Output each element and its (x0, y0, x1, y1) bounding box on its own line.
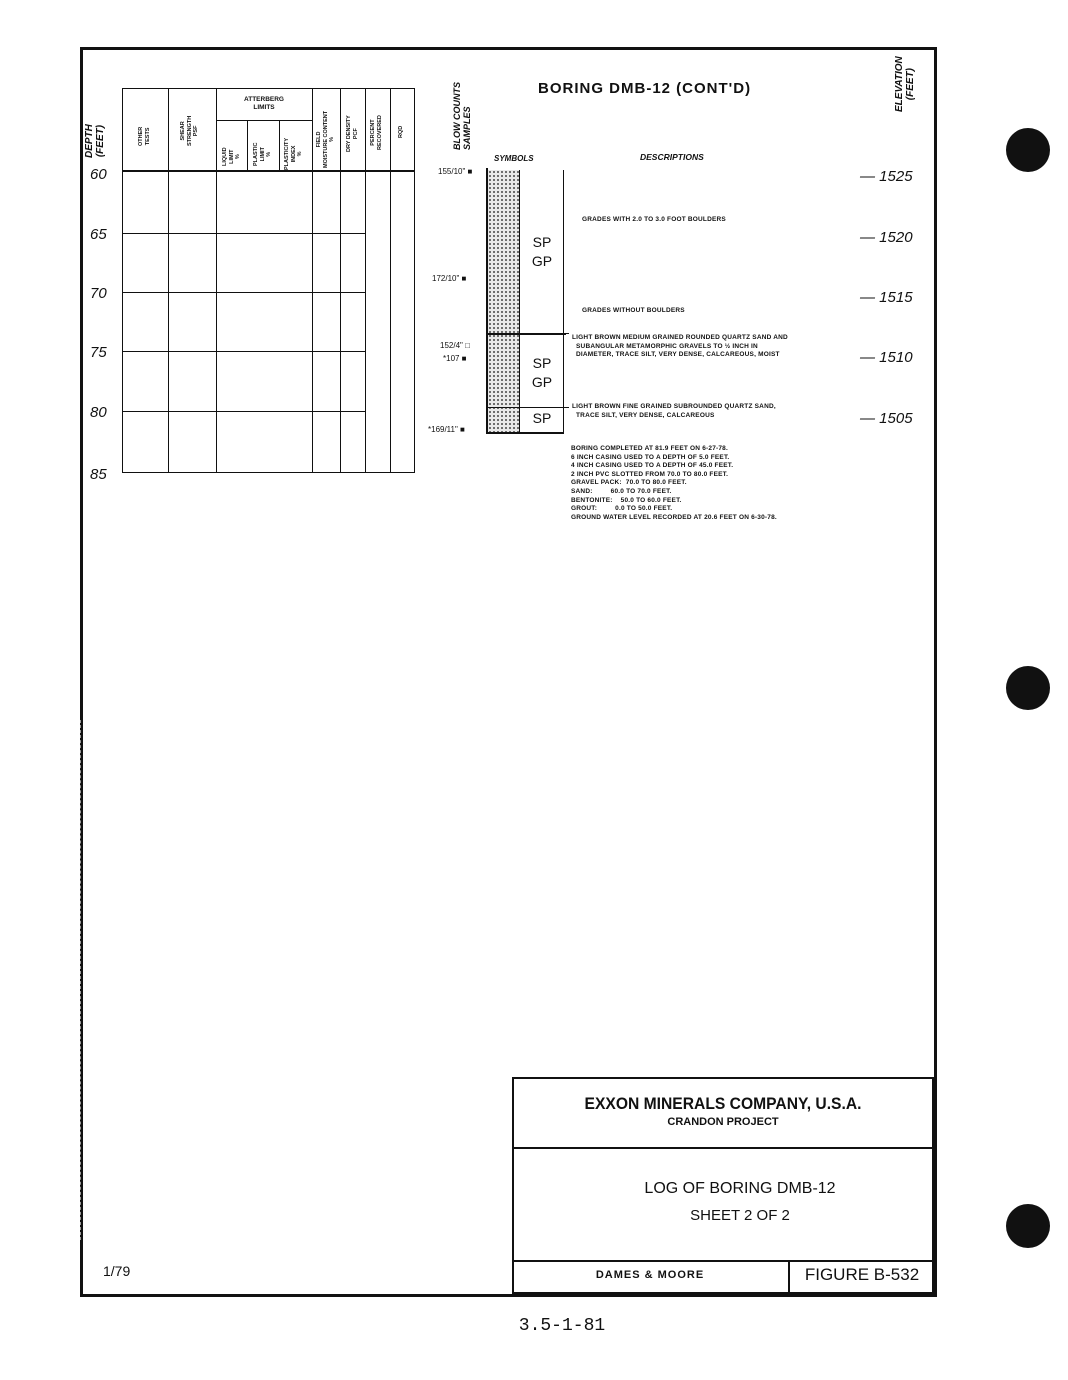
symbols-header: SYMBOLS (494, 154, 534, 163)
depth-value: 60 (90, 166, 107, 183)
col-rqd: RQD (398, 125, 404, 138)
description-text: GRADES WITHOUT BOULDERS (582, 307, 685, 314)
grid-col-line (365, 88, 366, 473)
desc-tick (563, 333, 569, 334)
elevation-value: — 1520 (860, 229, 913, 246)
left-edge-marks (80, 720, 82, 1240)
binder-hole-bottom (1006, 1204, 1050, 1248)
log-title: LOG OF BORING DMB-12 (644, 1180, 836, 1197)
firm-name: DAMES & MOORE (595, 1269, 705, 1281)
figure-number: FIGURE B-532 (804, 1265, 920, 1284)
col-plastic-limit: PLASTIC LIMIT % (253, 142, 272, 166)
col-dry-density: DRY DENSITY PCF (346, 115, 359, 152)
col-atterberg: ATTERBERG LIMITS (244, 96, 284, 111)
elevation-label: ELEVATION (FEET) (894, 56, 916, 112)
well-pattern (488, 170, 519, 432)
blow-counts-label: BLOW COUNTS SAMPLES (452, 82, 472, 150)
description-text: LIGHT BROWN MEDIUM GRAINED ROUNDED QUARTZ SAND AND SUBANGULAR METAMORPHIC GRAVELS TO ½ INCH IN DIAMETER, TRACE SILT, VERY DENSE, CALCAREOUS, MOIST (572, 334, 788, 358)
blow-count: 155/10" ■ (438, 167, 473, 176)
company-name: EXXON MINERALS COMPANY, U.S.A. (584, 1094, 862, 1113)
binder-hole-top (1006, 128, 1050, 172)
grid-row-line (122, 351, 366, 352)
desc-tick (563, 407, 569, 408)
depth-label: DEPTH (FEET) (84, 124, 106, 158)
grid-row-line (122, 411, 366, 412)
description-text: LIGHT BROWN FINE GRAINED SUBROUNDED QUARTZ SAND, TRACE SILT, VERY DENSE, CALCAREOUS (572, 403, 776, 419)
grid-col-line (390, 88, 391, 473)
grid-header-line (122, 170, 415, 172)
col-plasticity-index: PLASTICITY INDEX % (284, 137, 303, 170)
col-other-tests: OTHER TESTS (138, 126, 151, 146)
log-bottom-line (486, 432, 564, 434)
soil-symbol: SP (532, 410, 552, 426)
elevation-value: — 1510 (860, 349, 913, 366)
depth-value: 85 (90, 466, 107, 483)
col-field-moisture: FIELD MOISTURE CONTENT % (316, 110, 335, 168)
revision-date: 1/79 (103, 1263, 131, 1279)
grid-col-line (312, 88, 313, 473)
descriptions-header: DESCRIPTIONS (640, 152, 704, 162)
blow-count: *107 ■ (443, 354, 467, 363)
soil-symbol: SP GP (531, 355, 553, 390)
log-left-line (486, 168, 488, 434)
atterberg-subline (216, 120, 312, 121)
elevation-value: — 1505 (860, 410, 913, 427)
depth-value: 65 (90, 226, 107, 243)
grid-col-line (279, 120, 280, 172)
grid-col-line (247, 120, 248, 172)
layer-boundary (486, 407, 564, 408)
soil-symbol: SP GP (531, 234, 553, 269)
depth-value: 75 (90, 344, 107, 361)
title-block-divider (512, 1260, 934, 1262)
depth-value: 80 (90, 404, 107, 421)
sheet-number: SHEET 2 OF 2 (690, 1207, 790, 1224)
page-number: 3.5-1-81 (518, 1316, 606, 1336)
grid-row-line (122, 233, 366, 234)
grid-row-line (122, 292, 366, 293)
elevation-value: — 1515 (860, 289, 913, 306)
col-liquid-limit: LIQUID LIMIT % (222, 147, 241, 166)
desc-boundary (486, 334, 566, 335)
col-percent-recovered: PERCENT RECOVERED (370, 115, 383, 150)
blow-count: 152/4" □ (440, 341, 470, 350)
blow-count: 172/10" ■ (432, 274, 467, 283)
title-block-divider (512, 1147, 934, 1149)
grid-col-line (340, 88, 341, 473)
description-text: GRADES WITH 2.0 TO 3.0 FOOT BOULDERS (582, 216, 726, 223)
grid-col-line (168, 88, 169, 473)
binder-hole-middle (1006, 666, 1050, 710)
log-mid-line (519, 170, 520, 434)
elevation-value: — 1525 (860, 168, 913, 185)
boring-title: BORING DMB-12 (CONT'D) (538, 80, 752, 97)
boring-notes: BORING COMPLETED AT 81.9 FEET ON 6-27-78. 6 INCH CASING USED TO A DEPTH OF 5.0 FEET. 4 INCH CASING USED TO A DEPTH OF 45.0 FEET. 2 INCH PVC SLOTTED FROM 70.0 TO 80.0 FEET. GRAVEL PACK: 70.0 TO 80.0 FEET. SAND: 60.0 TO 70.0 FEET. BENTONITE: 50.0 TO 60.0 FEET. GROUT: 0.0 TO 50.0 FEET. GROUND WATER LEVEL RECORDED AT 20.6 FEET ON 6-30-78. (571, 445, 777, 521)
grid-col-line (216, 88, 217, 473)
log-right-line (563, 170, 564, 434)
blow-count: *169/11" ■ (428, 425, 465, 434)
col-shear-strength: SHEAR STRENGTH PSF (180, 115, 199, 146)
project-name: CRANDON PROJECT (667, 1116, 779, 1128)
depth-value: 70 (90, 285, 107, 302)
